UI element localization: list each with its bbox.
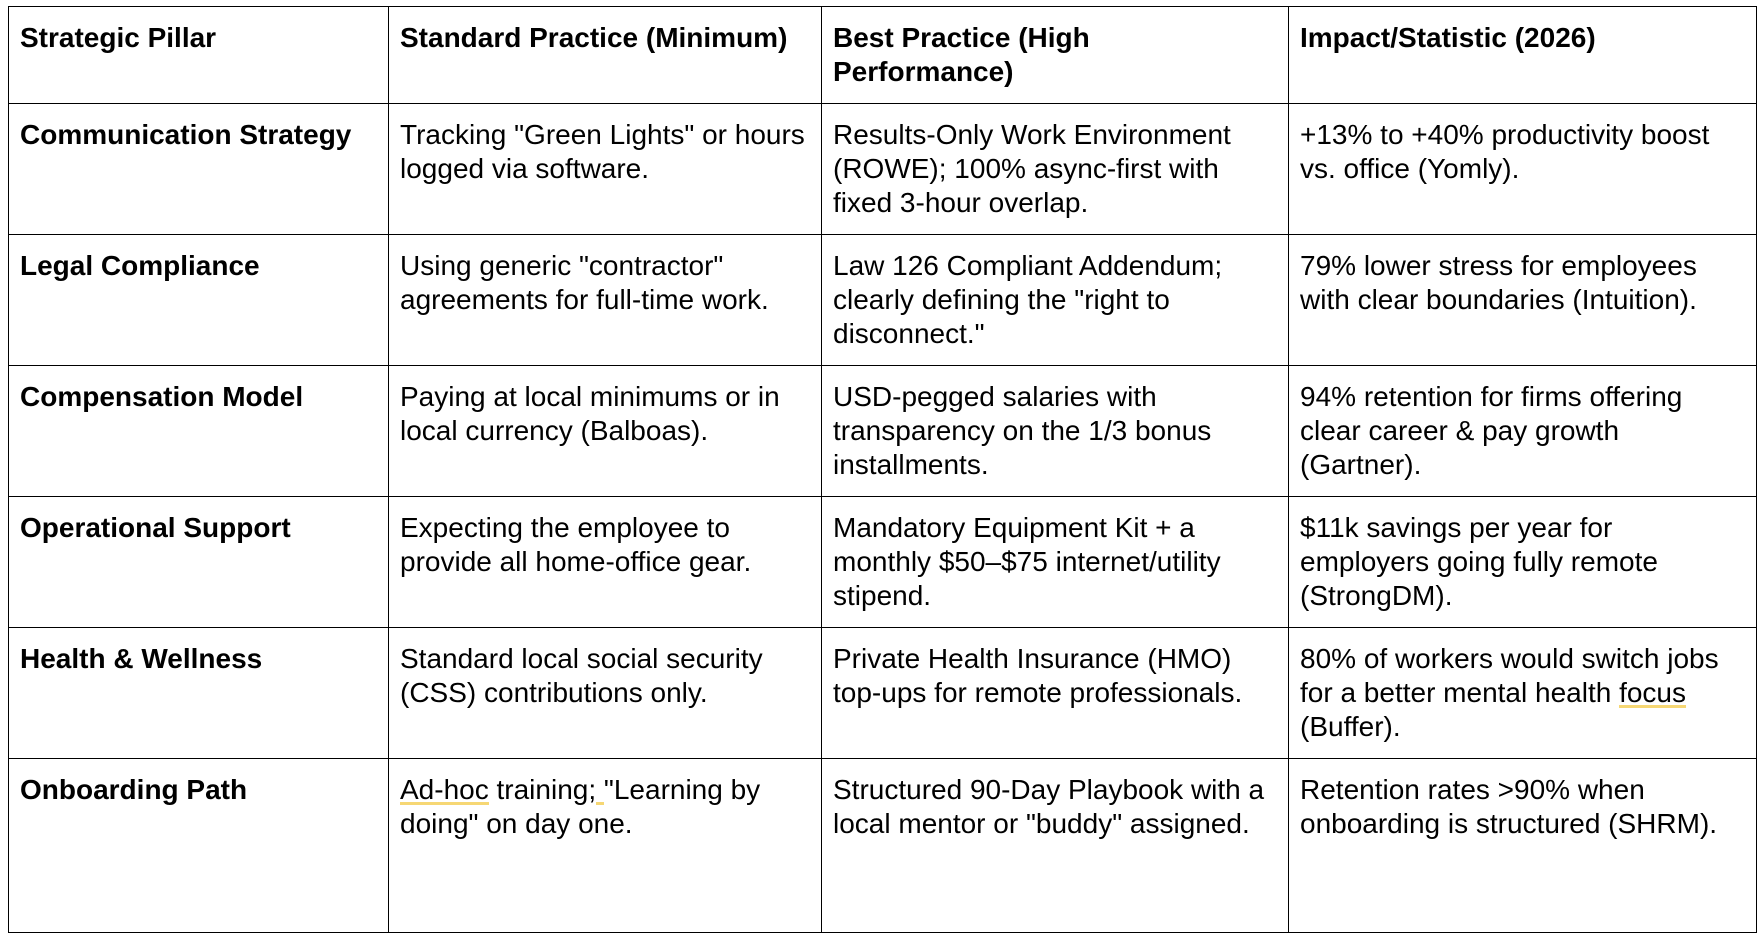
spellcheck-marked-word[interactable]: focus	[1619, 677, 1687, 708]
impact-cell: $11k savings per year for employers going fully remote (StrongDM).	[1289, 497, 1757, 628]
header-strategic-pillar: Strategic Pillar	[9, 7, 389, 104]
pillar-cell: Operational Support	[9, 497, 389, 628]
impact-cell: Retention rates >90% when onboarding is structured (SHRM).	[1289, 759, 1757, 933]
spellcheck-marked-space[interactable]	[596, 774, 604, 805]
standard-practice-cell: Using generic "contractor" agreements for full-time work.	[389, 235, 822, 366]
best-practice-cell: Structured 90-Day Playbook with a local mentor or "buddy" assigned.	[822, 759, 1289, 933]
table-header-row	[9, 7, 1757, 104]
best-practice-cell: Results-Only Work Environment (ROWE); 100% async-first with fixed 3-hour overlap.	[822, 104, 1289, 235]
pillar-cell: Health & Wellness	[9, 628, 389, 759]
header-impact-statistic: Impact/Statistic (2026)	[1289, 7, 1757, 104]
table-row	[9, 235, 1757, 366]
standard-text-end: "Learning by doing" on day one.	[400, 774, 761, 839]
standard-practice-cell: Paying at local minimums or in local currency (Balboas).	[389, 366, 822, 497]
table-row	[9, 366, 1757, 497]
impact-cell: 79% lower stress for employees with clear boundaries (Intuition).	[1289, 235, 1757, 366]
comparison-table	[8, 6, 1757, 933]
impact-cell: +13% to +40% productivity boost vs. office (Yomly).	[1289, 104, 1757, 235]
pillar-cell: Compensation Model	[9, 366, 389, 497]
pillar-cell: Onboarding Path	[9, 759, 389, 933]
pillar-cell: Communication Strategy	[9, 104, 389, 235]
table-row	[9, 628, 1757, 759]
standard-practice-cell: Standard local social security (CSS) contributions only.	[389, 628, 822, 759]
spellcheck-marked-word[interactable]: Ad-hoc	[400, 774, 489, 805]
standard-text: training;	[488, 774, 597, 805]
table-row	[9, 497, 1757, 628]
impact-cell: 94% retention for firms offering clear career & pay growth (Gartner).	[1289, 366, 1757, 497]
table-row	[9, 104, 1757, 235]
pillar-cell: Legal Compliance	[9, 235, 389, 366]
best-practice-cell: Law 126 Compliant Addendum; clearly defining the "right to disconnect."	[822, 235, 1289, 366]
header-best-practice: Best Practice (High Performance)	[822, 7, 1289, 104]
table-row	[9, 759, 1757, 933]
impact-cell	[1289, 628, 1757, 759]
header-standard-practice: Standard Practice (Minimum)	[389, 7, 822, 104]
impact-text: 80% of workers would switch jobs for a better mental health	[1300, 643, 1719, 708]
best-practice-cell: Private Health Insurance (HMO) top-ups for remote professionals.	[822, 628, 1289, 759]
best-practice-cell: Mandatory Equipment Kit + a monthly $50–$75 internet/utility stipend.	[822, 497, 1289, 628]
best-practice-cell: USD-pegged salaries with transparency on the 1/3 bonus installments.	[822, 366, 1289, 497]
standard-practice-cell	[389, 759, 822, 933]
standard-practice-cell: Expecting the employee to provide all home-office gear.	[389, 497, 822, 628]
standard-practice-cell: Tracking "Green Lights" or hours logged via software.	[389, 104, 822, 235]
impact-text-end: (Buffer).	[1300, 711, 1401, 742]
